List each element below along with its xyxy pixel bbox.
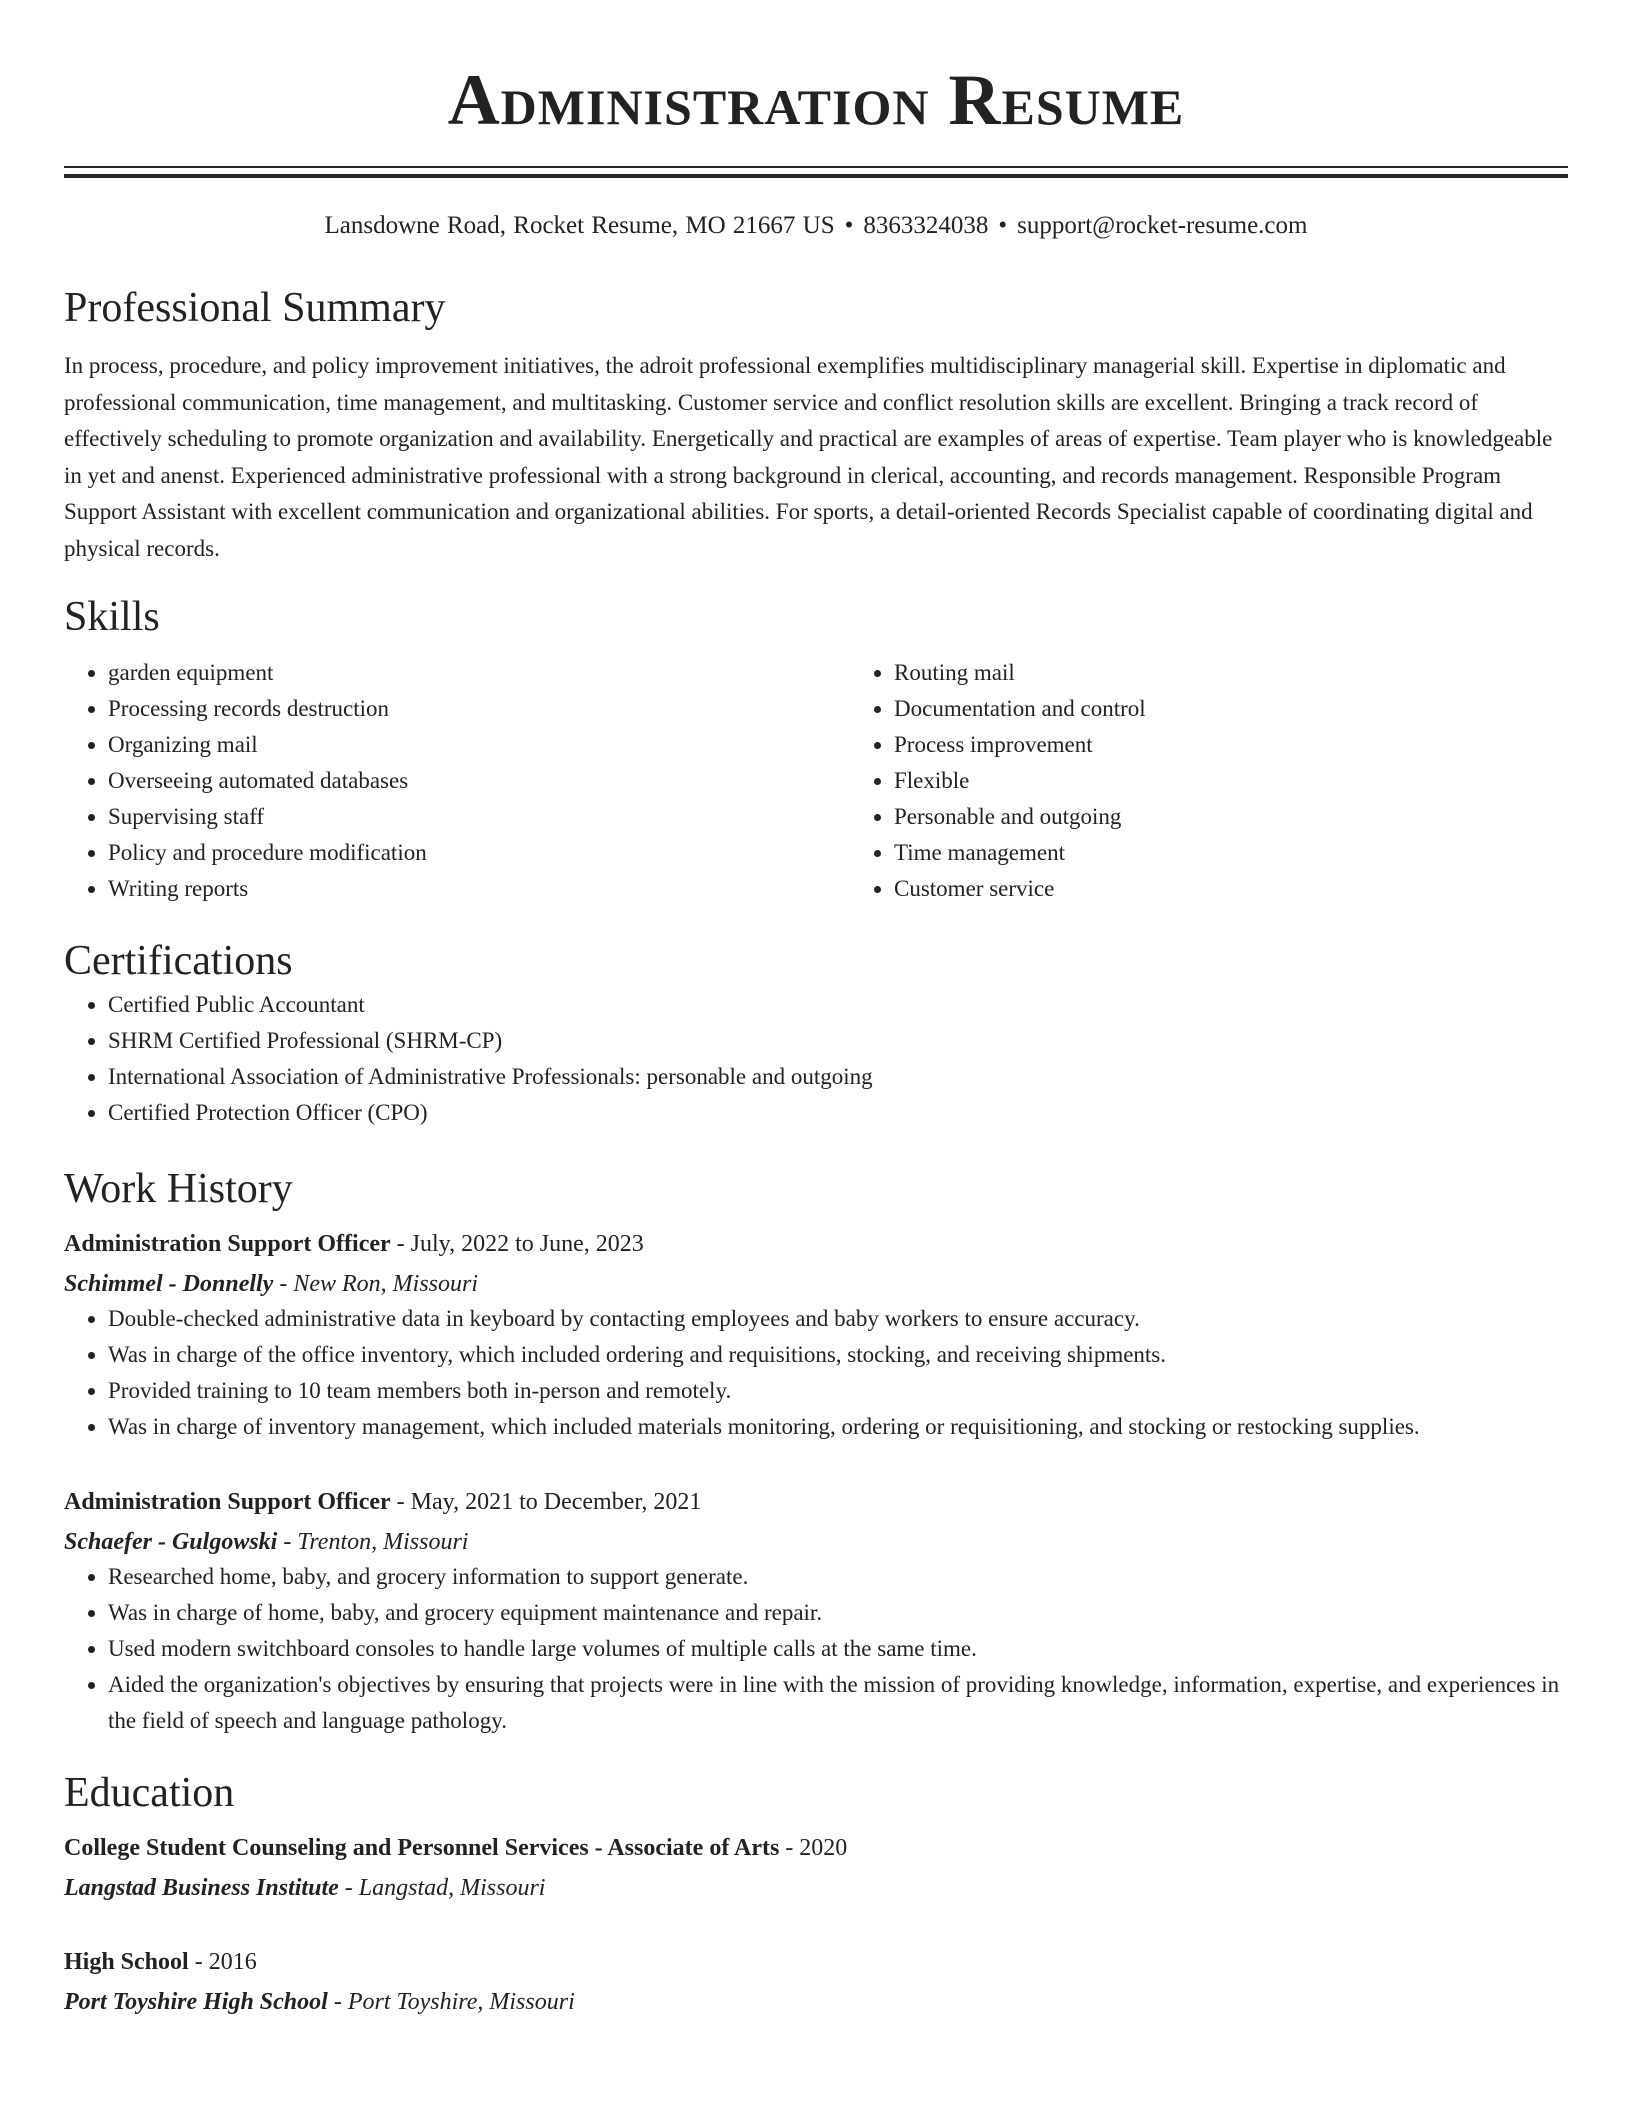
contact-line: [64, 210, 1568, 242]
skills-columns: [64, 655, 1568, 907]
skill-item: • Supervising staff: [108, 799, 850, 835]
education-degree-line: [64, 1945, 1568, 1979]
job-entry: [64, 1227, 1568, 1445]
title-divider-thick: [64, 174, 1568, 178]
skills-list-right: [850, 655, 1632, 907]
certification-item: • Certified Public Accountant: [108, 987, 1568, 1023]
title-divider-thin: [64, 166, 1568, 168]
skill-item: • Flexible: [894, 763, 1632, 799]
job-title-line: [64, 1227, 1568, 1261]
summary-heading: Professional Summary: [64, 285, 446, 331]
education-location: - Port Toyshire, Missouri: [327, 1989, 575, 2015]
education-school-line: [64, 1871, 1568, 1905]
job-dates: - May, 2021 to December, 2021: [390, 1489, 702, 1515]
skill-item: • garden equipment: [108, 655, 850, 691]
job-duty: • Aided the organization's objectives by ensuring that projects were in line with the mission of providing knowledge, information, expertise, and experiences in the field of speech and language pathology.: [108, 1667, 1568, 1739]
education-school: Langstad Business Institute: [64, 1875, 339, 1901]
job-dates: - July, 2022 to June, 2023: [390, 1231, 644, 1257]
education-degree-line: [64, 1831, 1568, 1865]
education-entry: [64, 1831, 1568, 1905]
skill-item: • Time management: [894, 835, 1632, 871]
education-school: Port Toyshire High School: [64, 1989, 328, 2015]
job-company-line: [64, 1525, 1568, 1559]
skill-item: • Organizing mail: [108, 727, 850, 763]
education-year: - 2020: [779, 1835, 848, 1861]
job-company-line: [64, 1267, 1568, 1301]
skill-item: • Routing mail: [894, 655, 1632, 691]
job-location: - Trenton, Missouri: [277, 1529, 469, 1555]
job-duty: • Double-checked administrative data in keyboard by contacting employees and baby workers to ensure accuracy.: [108, 1301, 1568, 1337]
work-history-heading: Work History: [64, 1166, 293, 1212]
skill-item: • Customer service: [894, 871, 1632, 907]
certification-item: • SHRM Certified Professional (SHRM-CP): [108, 1023, 1568, 1059]
job-company: Schimmel - Donnelly: [64, 1271, 274, 1297]
certification-item: • International Association of Administrative Professionals: personable and outgoing: [108, 1059, 1568, 1095]
job-title-line: [64, 1485, 1568, 1519]
job-duty: • Was in charge of the office inventory, which included ordering and requisitions, stocking, and receiving shipments.: [108, 1337, 1568, 1373]
certification-item: • Certified Protection Officer (CPO): [108, 1095, 1568, 1131]
education-year: - 2016: [188, 1949, 257, 1975]
job-duty: • Was in charge of home, baby, and grocery equipment maintenance and repair.: [108, 1595, 1568, 1631]
certifications-heading: Certifications: [64, 938, 293, 984]
skill-item: • Documentation and control: [894, 691, 1632, 727]
contact-separator: •: [844, 212, 854, 239]
job-duties-list: [64, 1559, 1568, 1739]
job-duty: • Researched home, baby, and grocery information to support generate.: [108, 1559, 1568, 1595]
skills-heading: Skills: [64, 594, 160, 640]
certifications-list: [64, 987, 1568, 1131]
job-duty: • Used modern switchboard consoles to handle large volumes of multiple calls at the same time.: [108, 1631, 1568, 1667]
job-title: Administration Support Officer: [64, 1231, 391, 1257]
resume-title: Administration Resume: [447, 60, 1185, 140]
job-company: Schaefer - Gulgowski: [64, 1529, 278, 1555]
contact-separator: •: [998, 212, 1008, 239]
job-duties-list: [64, 1301, 1568, 1445]
job-location: - New Ron, Missouri: [273, 1271, 479, 1297]
skill-item: • Writing reports: [108, 871, 850, 907]
education-entry: [64, 1945, 1568, 2019]
job-duty: • Was in charge of inventory management, which included materials monitoring, ordering or requisitioning, and stocking or restocking supplies.: [108, 1409, 1568, 1445]
job-duty: • Provided training to 10 team members both in-person and remotely.: [108, 1373, 1568, 1409]
education-school-line: [64, 1985, 1568, 2019]
skill-item: • Overseeing automated databases: [108, 763, 850, 799]
contact-address: Lansdowne Road, Rocket Resume, MO 21667 US: [324, 212, 835, 239]
skill-item: • Personable and outgoing: [894, 799, 1632, 835]
education-degree: College Student Counseling and Personnel Services - Associate of Arts: [64, 1835, 780, 1861]
education-location: - Langstad, Missouri: [338, 1875, 546, 1901]
job-entry: [64, 1485, 1568, 1739]
skill-item: • Processing records destruction: [108, 691, 850, 727]
contact-email: support@rocket-resume.com: [1017, 212, 1308, 239]
job-title: Administration Support Officer: [64, 1489, 391, 1515]
contact-phone: 8363324038: [863, 212, 989, 239]
summary-text: In process, procedure, and policy improvement initiatives, the adroit professional exemplifies multidisciplinary managerial skill. Expertise in diplomatic and professional communication, time management, and multitasking. Customer service and conflict resolution skills are excellent. Bringing a track record of effectively scheduling to promote organization and availability. Energetically and practical are examples of areas of expertise. Team player who is knowledgeable in yet and anenst. Experienced administrative professional with a strong background in clerical, accounting, and records management. Responsible Program Support Assistant with excellent communication and organizational abilities. For sports, a detail-oriented Records Specialist capable of coordinating digital and physical records.: [64, 353, 1553, 561]
education-degree: High School: [64, 1949, 189, 1975]
skill-item: • Policy and procedure modification: [108, 835, 850, 871]
education-heading: Education: [64, 1770, 235, 1816]
skill-item: • Process improvement: [894, 727, 1632, 763]
skills-list-left: [64, 655, 850, 907]
